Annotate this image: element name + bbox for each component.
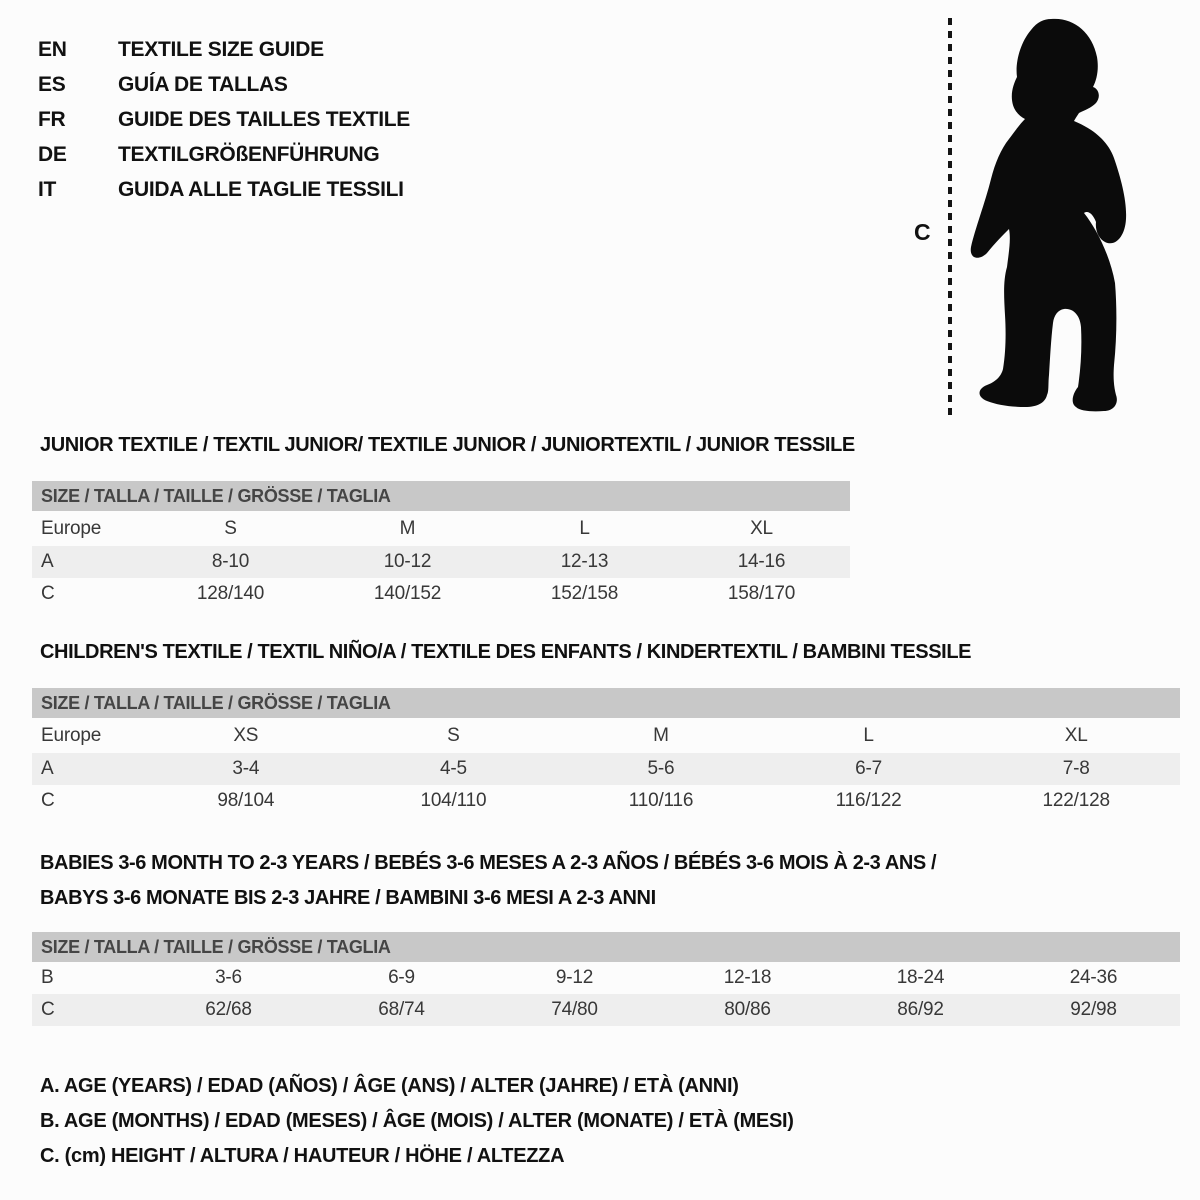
table-row-age-months [32,962,1180,994]
height-cell: 110/116 [628,790,694,811]
age-cell: 14-16 [737,551,786,572]
legend-line-b: B. AGE (MONTHS) / EDAD (MESES) / ÂGE (MOIS) / ALTER (MONATE) / ETÀ (MESI) [40,1110,794,1132]
size-header-bar: SIZE / TALLA / TAILLE / GRÖSSE / TAGLIA [32,481,850,511]
measurement-legend [40,1069,794,1174]
section-title-babies [40,846,936,916]
row-label: A [41,758,54,779]
age-cell: 18-24 [896,967,945,988]
language-label: GUÍA DE TALLAS [118,73,288,97]
table-row-europe [32,511,850,546]
row-label: C [41,583,55,604]
table-row-age-years [32,753,1180,785]
age-cell: 12-13 [560,551,609,572]
height-cell: 74/80 [551,999,598,1020]
table-row-height-cm [32,578,850,610]
language-code: ES [38,73,66,97]
language-code: EN [38,38,67,62]
height-cell: 152/158 [550,583,619,604]
row-label: C [41,999,55,1020]
table-row-height-cm [32,785,1180,817]
size-cell: S [224,518,237,539]
age-cell: 7-8 [1062,758,1090,779]
row-label: C [41,790,55,811]
height-cell: 80/86 [724,999,771,1020]
height-cell: 98/104 [217,790,275,811]
height-cell: 104/110 [420,790,487,811]
language-code: FR [38,107,66,131]
measure-label-c: C [914,219,931,245]
junior-size-table [32,481,850,610]
size-cell: XS [233,725,259,746]
age-cell: 3-6 [215,967,242,988]
age-cell: 24-36 [1069,967,1118,988]
height-cell: 140/152 [373,583,442,604]
height-measure-dashed-line [948,18,952,416]
section-title-children: CHILDREN'S TEXTILE / TEXTIL NIÑO/A / TEXTILE DES ENFANTS / KINDERTEXTIL / BAMBINI TESSILE [40,641,972,663]
language-row-fr [38,103,410,138]
section-title-junior: JUNIOR TEXTILE / TEXTIL JUNIOR/ TEXTILE JUNIOR / JUNIORTEXTIL / JUNIOR TESSILE [40,434,855,456]
size-cell: XL [1064,725,1088,746]
table-row-height-cm [32,994,1180,1026]
language-row-es [38,68,410,103]
age-cell: 3-4 [232,758,260,779]
age-cell: 9-12 [555,967,594,988]
size-cell: M [653,725,669,746]
language-row-de [38,137,410,172]
age-cell: 12-18 [723,967,772,988]
age-cell: 10-12 [383,551,432,572]
size-cell: XL [750,518,773,539]
children-size-table [32,688,1180,817]
age-cell: 4-5 [439,758,467,779]
language-header [38,33,410,207]
row-label: B [41,967,54,988]
height-cell: 68/74 [378,999,425,1020]
height-cell: 128/140 [196,583,265,604]
language-code: IT [38,177,57,201]
height-cell: 92/98 [1070,999,1117,1020]
height-cell: 158/170 [727,583,796,604]
size-cell: L [863,725,874,746]
size-cell: L [579,518,590,539]
legend-line-a: A. AGE (YEARS) / EDAD (AÑOS) / ÂGE (ANS) / ALTER (JAHRE) / ETÀ (ANNI) [40,1075,739,1097]
age-cell: 6-7 [855,758,883,779]
language-label: TEXTILGRÖßENFÜHRUNG [118,142,380,166]
language-code: DE [38,142,67,166]
height-cell: 122/128 [1042,790,1110,811]
size-header-bar: SIZE / TALLA / TAILLE / GRÖSSE / TAGLIA [32,688,1180,718]
age-cell: 6-9 [388,967,415,988]
row-label: Europe [41,725,102,746]
language-label: GUIDE DES TAILLES TEXTILE [118,107,410,131]
height-cell: 86/92 [897,999,944,1020]
age-cell: 8-10 [211,551,250,572]
size-cell: S [447,725,460,746]
height-cell: 62/68 [205,999,252,1020]
section-title-babies-line1: BABIES 3-6 MONTH TO 2-3 YEARS / BEBÉS 3-6 MESES A 2-3 AÑOS / BÉBÉS 3-6 MOIS À 2-3 ANS / [40,852,937,874]
baby-silhouette-icon [965,15,1140,415]
age-cell: 5-6 [647,758,675,779]
height-cell: 116/122 [835,790,902,811]
row-label: Europe [41,518,102,539]
size-cell: M [399,518,416,539]
babies-size-table [32,932,1180,1026]
row-label: A [41,551,54,572]
table-row-europe [32,718,1180,753]
language-row-it [38,172,410,207]
language-label: GUIDA ALLE TAGLIE TESSILI [118,177,404,201]
language-label: TEXTILE SIZE GUIDE [118,38,324,62]
section-title-babies-line2: BABYS 3-6 MONATE BIS 2-3 JAHRE / BAMBINI 3-6 MESI A 2-3 ANNI [40,887,656,909]
size-header-bar: SIZE / TALLA / TAILLE / GRÖSSE / TAGLIA [32,932,1180,962]
legend-line-c: C. (cm) HEIGHT / ALTURA / HAUTEUR / HÖHE / ALTEZZA [40,1145,565,1167]
language-row-en [38,33,410,68]
table-row-age-years [32,546,850,578]
